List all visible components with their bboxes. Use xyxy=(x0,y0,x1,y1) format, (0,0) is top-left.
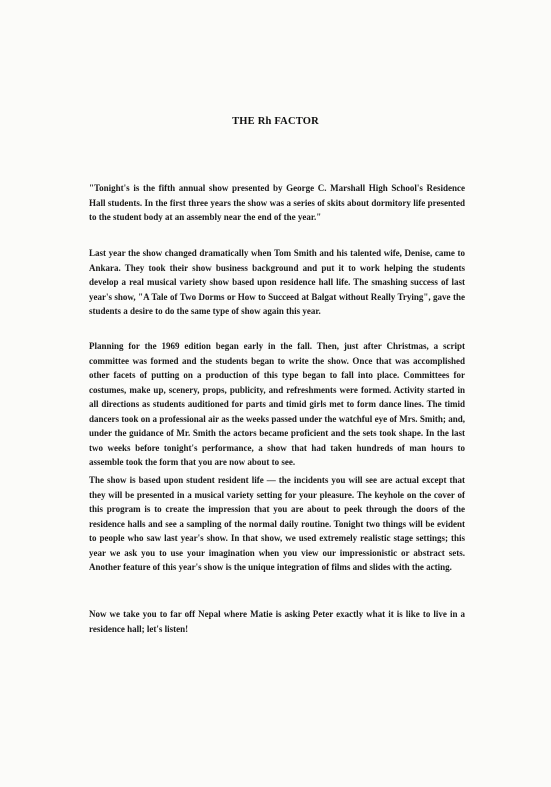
paragraph-intro: "Tonight's is the fifth annual show presented by George C. Marshall High School's Residence Hall students. In the first three years the show was a series of skits about dormitory life presented to the student body at an assembly near the end of the year." xyxy=(89,183,465,222)
paragraph-planning: Planning for the 1969 edition began early in the fall. Then, just after Christmas, a script committee was formed and the students began to write the show. Once that was accomplished other facets of putting on a production of this type began to fall into place. Committees for costumes, make up, scenery, props, publicity, and refreshments were formed. Activity started in all directions as students auditioned for parts and timid girls met to form dance lines. The timid dancers took on a professional air as the weeks passed under the watchful eye of Mrs. Smith; and, under the guidance of Mr. Smith the actors became proficient and the sets took shape. In the last two weeks before tonight's performance, a show that had taken hundreds of man hours to assemble took the form that you are now about to see. xyxy=(89,341,465,467)
paragraph-last-year: Last year the show changed dramatically when Tom Smith and his talented wife, Denise, came to Ankara. They took their show business background and put it to work helping the students develop a real musical variety show based upon residence hall life. The smashing success of last year's show, "A Tale of Two Dorms or How to Succeed at Balgat without Really Trying", gave the students a desire to do the same type of show again this year. xyxy=(89,248,465,316)
page-title: THE Rh FACTOR xyxy=(232,116,319,127)
paragraph-closing: Now we take you to far off Nepal where Matie is asking Peter exactly what it is like to live in a residence hall; let's listen! xyxy=(89,609,465,634)
paragraph-show-basis: The show is based upon student resident life — the incidents you will see are actual except that they will be presented in a musical variety setting for your pleasure. The keyhole on the cover of this program is to create the impression that you are about to peek through the doors of the residence halls and see a sampling of the normal daily routine. Tonight two things will be evident to people who saw last year's show. In that show, we used extremely realistic stage settings; this year we ask you to use your imagination when you view our impressionistic or abstract sets. Another feature of this year's show is the unique integration of films and slides with the acting. xyxy=(89,475,465,572)
